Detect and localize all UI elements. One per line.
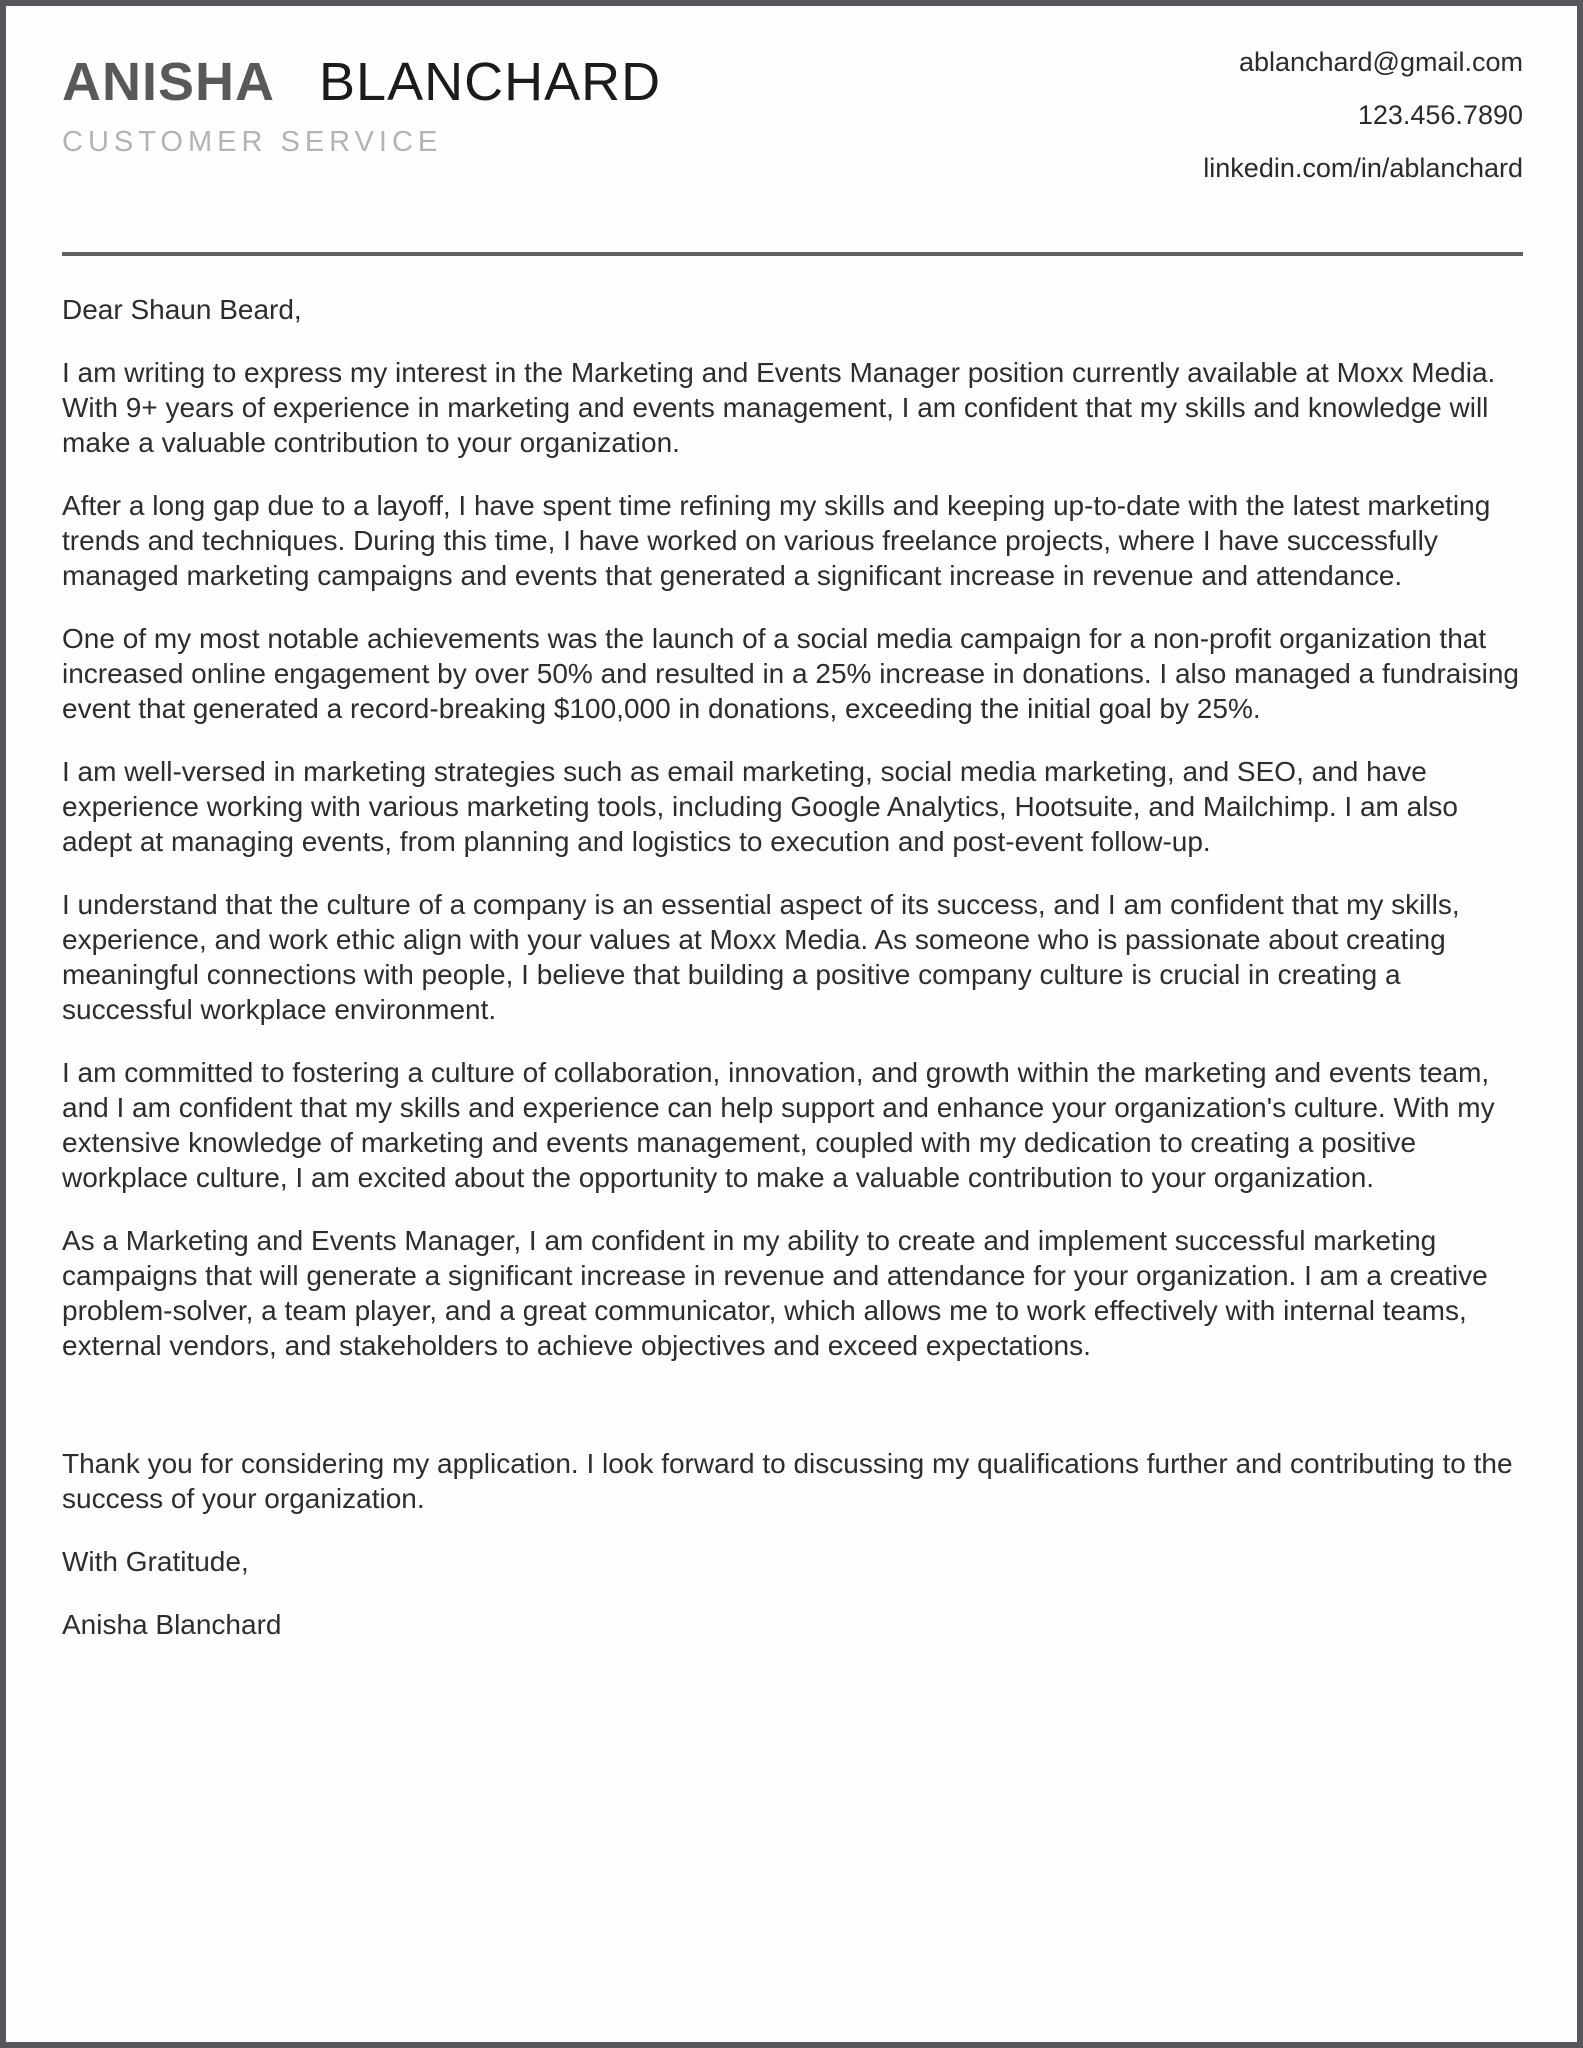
paragraph-2: After a long gap due to a layoff, I have spent time refining my skills and keeping up-to-date with the latest marketing trends and techniques. During this time, I have worked on various freelance projects, where I have successfully managed marketing campaigns and events that generated a significant increase in revenue and attendance. xyxy=(62,490,1491,591)
greeting: Dear Shaun Beard, xyxy=(62,294,302,325)
name-block xyxy=(62,52,662,159)
sign-off: With Gratitude, xyxy=(62,1546,249,1577)
paragraph-6: I am committed to fostering a culture of collaboration, innovation, and growth within the marketing and events team, and I am confident that my skills and experience can help support and enhance your organization's culture. With my extensive knowledge of marketing and events management, coupled with my dedication to creating a positive workplace culture, I am excited about the opportunity to make a valuable contribution to your organization. xyxy=(62,1057,1495,1193)
paragraph-7: As a Marketing and Events Manager, I am confident in my ability to create and implement successful marketing campaigns that will generate a significant increase in revenue and attendance for your organization. I am a creative problem-solver, a team player, and a great communicator, which allows me to work effectively with internal teams, external vendors, and stakeholders to achieve objectives and exceed expectations. xyxy=(62,1225,1488,1361)
paragraph-1: I am writing to express my interest in the Marketing and Events Manager position currently available at Moxx Media. With 9+ years of experience in marketing and events management, I am confident that my skills and knowledge will make a valuable contribution to your organization. xyxy=(62,357,1496,458)
closing-paragraph: Thank you for considering my application. I look forward to discussing my qualifications further and contributing to the success of your organization. xyxy=(62,1448,1513,1514)
signature: Anisha Blanchard xyxy=(62,1609,282,1640)
contact-email: ablanchard@gmail.com xyxy=(1238,47,1523,77)
contact-phone: 123.456.7890 xyxy=(1357,100,1523,130)
letter-body xyxy=(62,292,1523,1642)
paragraph-4: I am well-versed in marketing strategies such as email marketing, social media marketing, and SEO, and have experience working with various marketing tools, including Google Analytics, Hootsuite, and Mailchimp. I am also adept at managing events, from planning and logistics to execution and post-event follow-up. xyxy=(62,756,1459,857)
applicant-last-name: BLANCHARD xyxy=(319,52,662,112)
contact-block xyxy=(1203,36,1523,195)
applicant-first-name: ANISHA xyxy=(62,52,276,112)
contact-linkedin: linkedin.com/in/ablanchard xyxy=(1203,153,1523,183)
job-title: CUSTOMER SERVICE xyxy=(62,126,443,158)
applicant-name xyxy=(62,52,662,112)
paragraph-5: I understand that the culture of a company is an essential aspect of its success, and I am confident that my skills, experience, and work ethic align with your values at Moxx Media. As someone who is passionate about creating meaningful connections with people, I believe that building a positive company culture is crucial in creating a successful workplace environment. xyxy=(62,889,1460,1025)
paragraph-3: One of my most notable achievements was the launch of a social media campaign for a non-profit organization that increased online engagement by over 50% and resulted in a 25% increase in donations. I also managed a fundraising event that generated a record-breaking $100,000 in donations, exceeding the initial goal by 25%. xyxy=(62,623,1519,724)
header-divider xyxy=(62,252,1523,256)
letter-header xyxy=(62,36,1523,195)
